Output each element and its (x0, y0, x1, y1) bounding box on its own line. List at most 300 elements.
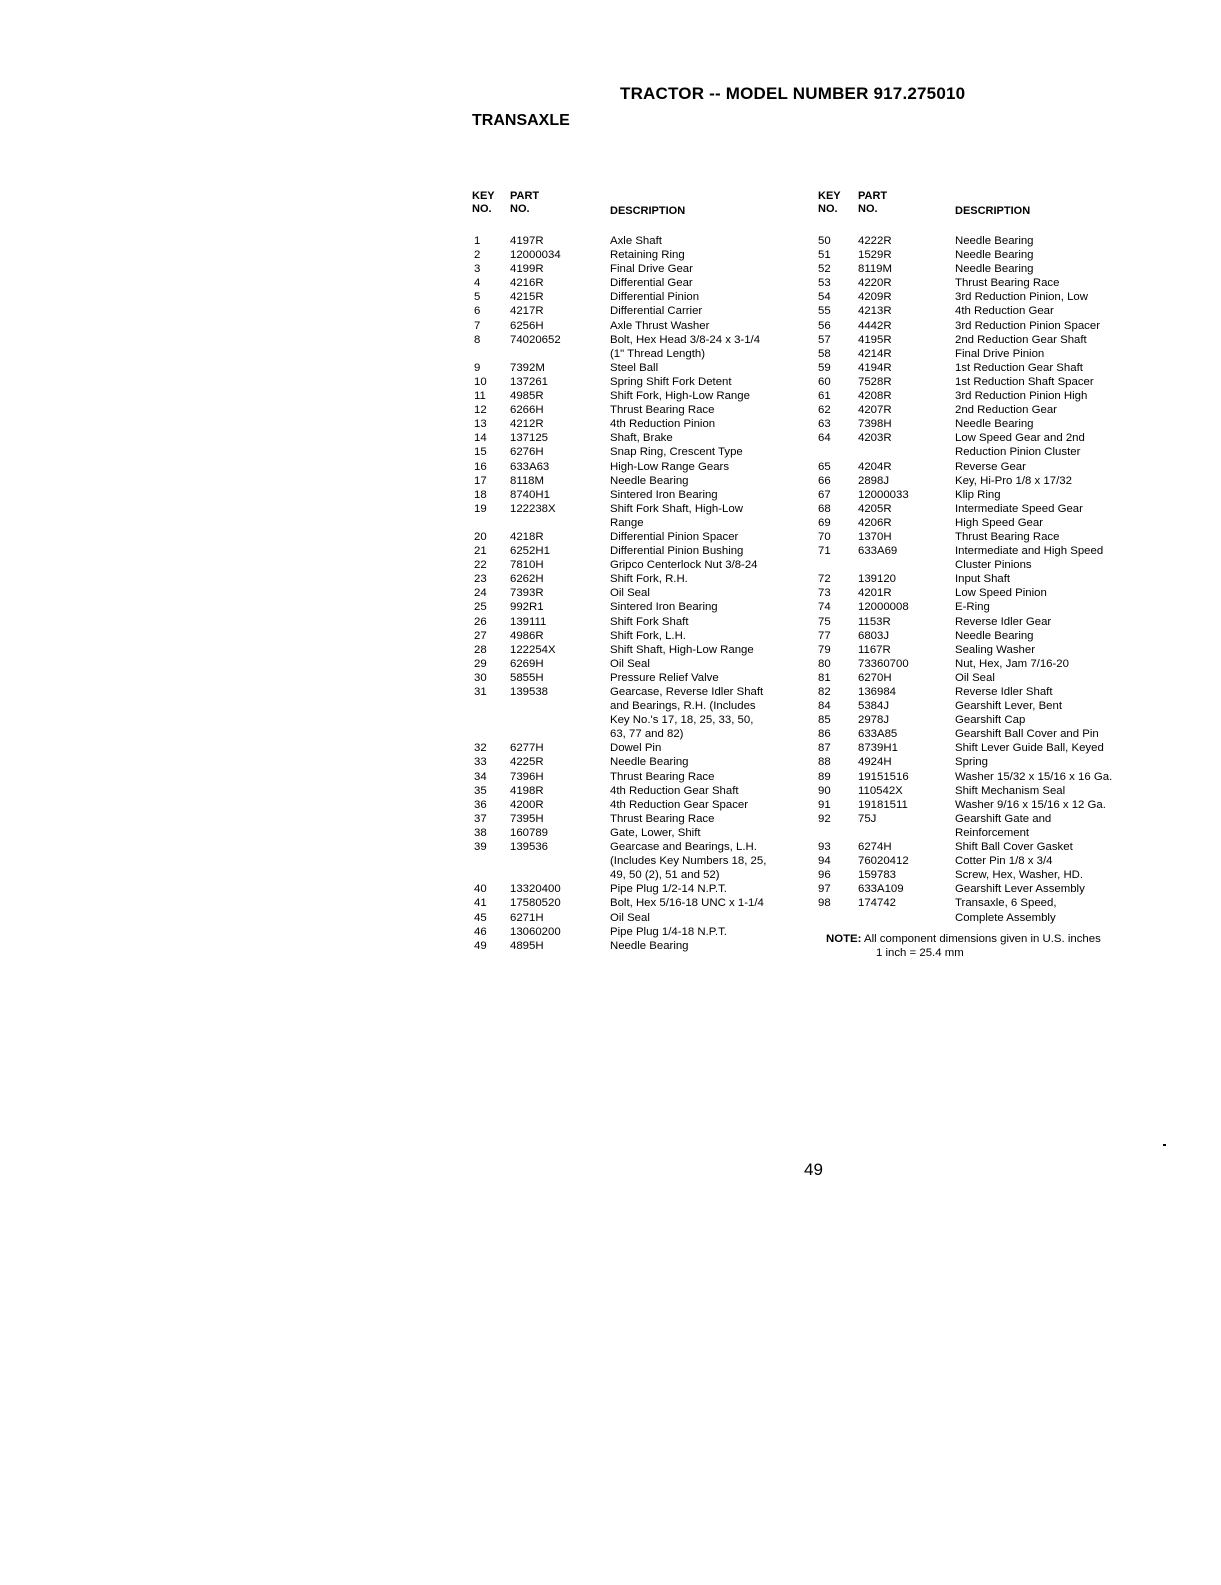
part-description: Axle Thrust Washer (610, 319, 710, 332)
part-description: Screw, Hex, Washer, HD. (955, 869, 1084, 882)
part-row (474, 939, 814, 953)
part-number: 4986R (510, 629, 544, 642)
part-number: 4924H (858, 756, 892, 769)
key-number: 17 (474, 474, 487, 487)
key-number: 51 (818, 249, 831, 262)
part-description: Steel Ball (610, 361, 659, 374)
part-row (818, 333, 1163, 347)
key-number: 23 (474, 573, 487, 586)
key-number: 13 (474, 418, 487, 431)
key-number: 77 (818, 629, 831, 642)
key-number: 70 (818, 530, 831, 543)
key-number: 35 (474, 784, 487, 797)
key-number: 16 (474, 460, 487, 473)
part-number: 1370H (858, 530, 892, 543)
key-number: 91 (818, 798, 831, 811)
part-row (818, 854, 1163, 868)
key-number: 52 (818, 263, 831, 276)
part-row (818, 262, 1163, 276)
part-description: (Includes Key Numbers 18, 25, (610, 855, 767, 868)
part-row (474, 389, 814, 403)
part-number: 159783 (858, 869, 897, 882)
part-row (474, 361, 814, 375)
part-number: 6269H (510, 657, 544, 670)
part-row (474, 713, 814, 727)
part-number: 4194R (858, 361, 892, 374)
part-description: Gearshift Lever, Bent (955, 700, 1063, 713)
part-number: 137125 (510, 432, 549, 445)
part-row (474, 276, 814, 290)
key-number: 32 (474, 742, 487, 755)
part-row (474, 600, 814, 614)
part-row (474, 812, 814, 826)
part-description: Cluster Pinions (955, 559, 1032, 572)
section-title: TRANSAXLE (472, 112, 570, 129)
part-row (818, 671, 1163, 685)
left-header-description: DESCRIPTION (610, 205, 686, 217)
part-description: Reinforcement (955, 826, 1030, 839)
key-number (474, 854, 510, 868)
part-description: and Bearings, R.H. (Includes (610, 700, 756, 713)
part-number: 4442R (858, 319, 892, 332)
part-number: 4217R (510, 305, 544, 318)
part-row (818, 657, 1163, 671)
part-description: Spring Shift Fork Detent (610, 375, 732, 388)
part-description: Shift Lever Guide Ball, Keyed (955, 742, 1104, 755)
part-number: 6256H (510, 319, 544, 332)
key-number: 75 (818, 615, 831, 628)
key-number (818, 445, 858, 459)
part-description: Complete Assembly (955, 911, 1056, 924)
part-header-bottom: NO. (858, 203, 878, 215)
part-number: 4212R (510, 418, 544, 431)
part-row (818, 558, 1163, 572)
key-number: 58 (818, 347, 831, 360)
part-description: Washer 9/16 x 15/16 x 12 Ga. (955, 798, 1106, 811)
part-row (474, 544, 814, 558)
key-number: 56 (818, 319, 831, 332)
part-row (818, 812, 1163, 826)
part-number: 12000034 (510, 249, 561, 262)
key-number: 64 (818, 432, 831, 445)
part-header-top: PART (858, 190, 888, 202)
key-number: 62 (818, 404, 831, 417)
part-row (818, 911, 1163, 925)
key-number: 71 (818, 545, 831, 558)
key-header-bottom: NO. (818, 203, 838, 215)
part-number: 8739H1 (858, 742, 898, 755)
part-description: Shift Ball Cover Gasket (955, 841, 1073, 854)
key-number: 73 (818, 587, 831, 600)
part-description: 3rd Reduction Pinion High (955, 390, 1088, 403)
part-row (818, 361, 1163, 375)
key-number: 12 (474, 404, 487, 417)
part-description: Oil Seal (955, 671, 995, 684)
part-number (858, 911, 955, 925)
part-number: 13060200 (510, 925, 561, 938)
part-header-bottom: NO. (510, 203, 530, 215)
part-row (474, 502, 814, 516)
part-row (818, 572, 1163, 586)
part-description: Intermediate and High Speed (955, 545, 1104, 558)
part-number: 7395H (510, 812, 544, 825)
part-number: 4895H (510, 939, 544, 952)
part-number: 6274H (858, 841, 892, 854)
part-row (474, 925, 814, 939)
part-row (818, 445, 1163, 459)
part-row (474, 826, 814, 840)
note-text: All component dimensions given in U.S. inches (863, 933, 1101, 945)
key-number: 34 (474, 770, 487, 783)
part-number: 4985R (510, 390, 544, 403)
key-number: 60 (818, 375, 831, 388)
note-conversion: 1 inch = 25.4 mm (876, 947, 964, 960)
part-description: Differential Pinion Spacer (610, 530, 739, 543)
part-description: High Speed Gear (955, 516, 1044, 529)
key-number: 8 (474, 333, 481, 346)
part-number: 8119M (858, 263, 892, 276)
part-description: Key, Hi-Pro 1/8 x 17/32 (955, 474, 1072, 487)
part-number: 2978J (858, 714, 890, 727)
part-number: 7528R (858, 375, 892, 388)
key-number: 36 (474, 798, 487, 811)
part-row (474, 882, 814, 896)
part-row (818, 840, 1163, 854)
key-number: 31 (474, 686, 487, 698)
part-description: Pipe Plug 1/4-18 N.P.T. (610, 925, 727, 938)
part-row (818, 770, 1163, 784)
part-number: 12000033 (858, 488, 909, 501)
part-description: Differential Gear (610, 277, 693, 290)
part-number: 4199R (510, 263, 544, 276)
part-number: 4197R (510, 235, 544, 247)
key-number: 2 (474, 249, 481, 262)
part-number: 122238X (510, 502, 556, 515)
part-description: Reverse Gear (955, 460, 1026, 473)
part-description: Shift Fork Shaft, High-Low (610, 502, 743, 515)
key-number: 63 (818, 418, 831, 431)
part-number: 4205R (858, 502, 892, 515)
right-parts-list (818, 234, 1163, 925)
part-row (818, 685, 1163, 699)
part-number: 6266H (510, 404, 544, 417)
left-header-part (510, 190, 539, 216)
part-number: 633A109 (858, 883, 904, 896)
part-row (474, 445, 814, 459)
part-number: 7393R (510, 587, 544, 600)
key-number: 33 (474, 756, 487, 769)
part-row (474, 586, 814, 600)
key-number: 57 (818, 333, 831, 346)
part-row (474, 290, 814, 304)
key-number (818, 558, 858, 572)
key-number (818, 911, 858, 925)
part-row (818, 375, 1163, 389)
part-description: Needle Bearing (610, 756, 689, 769)
part-number: 74020652 (510, 333, 561, 346)
part-description: 2nd Reduction Gear Shaft (955, 333, 1087, 346)
part-description: 1st Reduction Gear Shaft (955, 361, 1083, 374)
key-number: 3 (474, 263, 481, 276)
part-number: 139111 (510, 615, 547, 628)
part-description: Shift Fork Shaft (610, 615, 689, 628)
part-number (510, 347, 610, 361)
part-row (474, 657, 814, 671)
part-number: 139536 (510, 841, 549, 854)
part-number: 5855H (510, 671, 544, 684)
part-number: 4198R (510, 784, 544, 797)
part-description: 49, 50 (2), 51 and 52) (610, 869, 720, 882)
part-row (818, 713, 1163, 727)
key-number: 29 (474, 657, 487, 670)
part-number: 8740H1 (510, 488, 550, 501)
part-row (818, 544, 1163, 558)
part-row (474, 572, 814, 586)
part-description: 4th Reduction Pinion (610, 418, 716, 431)
part-number: 139120 (858, 573, 897, 586)
key-number: 93 (818, 841, 831, 854)
part-number: 73360700 (858, 657, 909, 670)
key-number: 37 (474, 812, 487, 825)
part-row (818, 403, 1163, 417)
part-row (818, 319, 1163, 333)
page-title: TRACTOR -- MODEL NUMBER 917.275010 (620, 84, 966, 103)
key-number (474, 727, 510, 741)
part-description: Oil Seal (610, 657, 650, 670)
key-number: 18 (474, 488, 487, 501)
key-number: 26 (474, 615, 487, 628)
part-number: 2898J (858, 474, 890, 487)
part-number: 6270H (858, 671, 892, 684)
part-row (474, 911, 814, 925)
key-number: 30 (474, 671, 487, 684)
part-description: Klip Ring (955, 488, 1001, 501)
dimension-note (826, 932, 1101, 960)
part-description: Transaxle, 6 Speed, (955, 897, 1057, 910)
part-number: 8118M (510, 474, 544, 487)
part-description: Dowel Pin (610, 742, 662, 755)
key-number: 49 (474, 939, 487, 952)
stray-mark (1163, 1144, 1166, 1146)
key-header-bottom: NO. (472, 203, 492, 215)
key-number: 28 (474, 643, 487, 656)
part-number: 1167R (858, 643, 891, 656)
part-row (818, 248, 1163, 262)
part-number: 75J (858, 812, 877, 825)
part-row (474, 798, 814, 812)
part-description: Needle Bearing (955, 235, 1034, 247)
part-row (818, 643, 1163, 657)
key-number: 14 (474, 432, 487, 445)
part-description: Snap Ring, Crescent Type (610, 446, 743, 459)
part-number (858, 826, 955, 840)
right-header-description: DESCRIPTION (955, 205, 1031, 217)
key-number: 90 (818, 784, 831, 797)
part-row (474, 431, 814, 445)
part-number: 4213R (858, 305, 892, 318)
part-number (858, 445, 955, 459)
part-number: 4204R (858, 460, 892, 473)
key-number: 65 (818, 460, 831, 473)
part-number: 6252H1 (510, 545, 550, 558)
part-number: 6803J (858, 629, 890, 642)
part-description: 4th Reduction Gear Shaft (610, 784, 739, 797)
key-number (474, 516, 510, 530)
key-number: 11 (474, 390, 486, 403)
part-description: Final Drive Pinion (955, 347, 1045, 360)
part-number (510, 699, 610, 713)
part-description: Differential Pinion Bushing (610, 545, 744, 558)
key-number: 41 (474, 897, 487, 910)
part-description: Gearshift Ball Cover and Pin (955, 728, 1099, 741)
part-number: 6262H (510, 573, 544, 586)
note-label: NOTE: (826, 933, 862, 945)
key-number: 53 (818, 277, 831, 290)
part-number: 4216R (510, 277, 544, 290)
part-row (474, 868, 814, 882)
part-number: 4207R (858, 404, 892, 417)
part-row (818, 502, 1163, 516)
part-row (818, 755, 1163, 769)
part-row (474, 333, 814, 347)
part-description: Gripco Centerlock Nut 3/8-24 (610, 559, 758, 572)
key-number: 98 (818, 897, 831, 910)
part-description: 1st Reduction Shaft Spacer (955, 375, 1094, 388)
part-row (474, 516, 814, 530)
part-number: 4220R (858, 277, 892, 290)
part-row (474, 840, 814, 854)
part-description: Shift Mechanism Seal (955, 784, 1066, 797)
key-number: 22 (474, 559, 487, 572)
key-number: 54 (818, 291, 831, 304)
part-row (474, 896, 814, 910)
key-number: 96 (818, 869, 831, 882)
part-row (474, 248, 814, 262)
part-description: Shift Shaft, High-Low Range (610, 643, 754, 656)
part-number (510, 713, 610, 727)
key-number: 68 (818, 502, 831, 515)
part-description: Needle Bearing (955, 629, 1034, 642)
part-description: Reduction Pinion Cluster (955, 446, 1081, 459)
part-description: Shift Fork, R.H. (610, 573, 688, 586)
key-number: 25 (474, 601, 487, 614)
part-number: 76020412 (858, 855, 909, 868)
part-description: Thrust Bearing Race (955, 530, 1060, 543)
part-number: 4206R (858, 516, 892, 529)
part-row (474, 671, 814, 685)
part-number: 4214R (858, 347, 892, 360)
key-number: 85 (818, 714, 831, 727)
key-number (474, 868, 510, 882)
part-row (818, 600, 1163, 614)
part-row (818, 234, 1163, 248)
key-number (818, 826, 858, 840)
part-row (474, 488, 814, 502)
part-description: Differential Carrier (610, 305, 703, 318)
part-row (474, 403, 814, 417)
part-row (474, 629, 814, 643)
part-row (818, 460, 1163, 474)
part-number: 5384J (858, 700, 890, 713)
part-row (474, 784, 814, 798)
part-number: 7396H (510, 770, 544, 783)
part-description: Gate, Lower, Shift (610, 826, 701, 839)
part-number: 139538 (510, 686, 549, 698)
key-header-top: KEY (818, 190, 841, 202)
part-description: Final Drive Gear (610, 263, 693, 276)
part-row (474, 615, 814, 629)
key-number: 21 (474, 545, 487, 558)
key-number: 87 (818, 742, 831, 755)
left-parts-list (474, 234, 814, 953)
key-number: 5 (474, 291, 481, 304)
part-row (818, 516, 1163, 530)
part-row (474, 347, 814, 361)
part-row (818, 586, 1163, 600)
key-number: 39 (474, 841, 487, 854)
key-number (474, 347, 510, 361)
part-number: 1153R (858, 615, 891, 628)
part-row (474, 755, 814, 769)
part-row (474, 234, 814, 248)
part-number: 1529R (858, 249, 892, 262)
key-number: 92 (818, 812, 831, 825)
part-row (818, 488, 1163, 502)
part-row (474, 558, 814, 572)
key-number: 10 (474, 375, 487, 388)
key-number: 94 (818, 855, 831, 868)
part-description: 4th Reduction Gear Spacer (610, 798, 749, 811)
right-header-part (858, 190, 887, 216)
part-number: 6276H (510, 446, 544, 459)
part-row (474, 460, 814, 474)
part-description: Thrust Bearing Race (610, 770, 715, 783)
part-row (818, 431, 1163, 445)
part-description: Gearshift Lever Assembly (955, 883, 1085, 896)
key-number: 79 (818, 643, 831, 656)
key-number: 15 (474, 446, 487, 459)
part-description: 3rd Reduction Pinion Spacer (955, 319, 1101, 332)
key-number: 40 (474, 883, 487, 896)
key-number: 6 (474, 305, 481, 318)
part-description: Axle Shaft (610, 235, 662, 247)
part-number: 4200R (510, 798, 544, 811)
part-description: 63, 77 and 82) (610, 728, 684, 741)
key-number: 9 (474, 361, 481, 374)
right-header-key (818, 190, 841, 216)
part-description: Needle Bearing (955, 418, 1034, 431)
part-description: Shift Fork, L.H. (610, 629, 686, 642)
part-number: 633A85 (858, 728, 898, 741)
key-number (474, 713, 510, 727)
part-row (474, 262, 814, 276)
part-number: 137261 (510, 375, 549, 388)
part-description: Gearcase and Bearings, L.H. (610, 841, 757, 854)
part-row (818, 896, 1163, 910)
key-number: 81 (818, 671, 831, 684)
left-header-key (472, 190, 495, 216)
part-number: 7810H (510, 559, 544, 572)
part-number: 633A69 (858, 545, 898, 558)
key-number: 45 (474, 911, 487, 924)
part-number: 6271H (510, 911, 544, 924)
part-number: 4203R (858, 432, 892, 445)
page-number: 49 (804, 1160, 823, 1179)
part-number: 136984 (858, 686, 897, 698)
part-description: Sealing Washer (955, 643, 1035, 656)
part-number: 160789 (510, 826, 549, 839)
key-number (474, 699, 510, 713)
